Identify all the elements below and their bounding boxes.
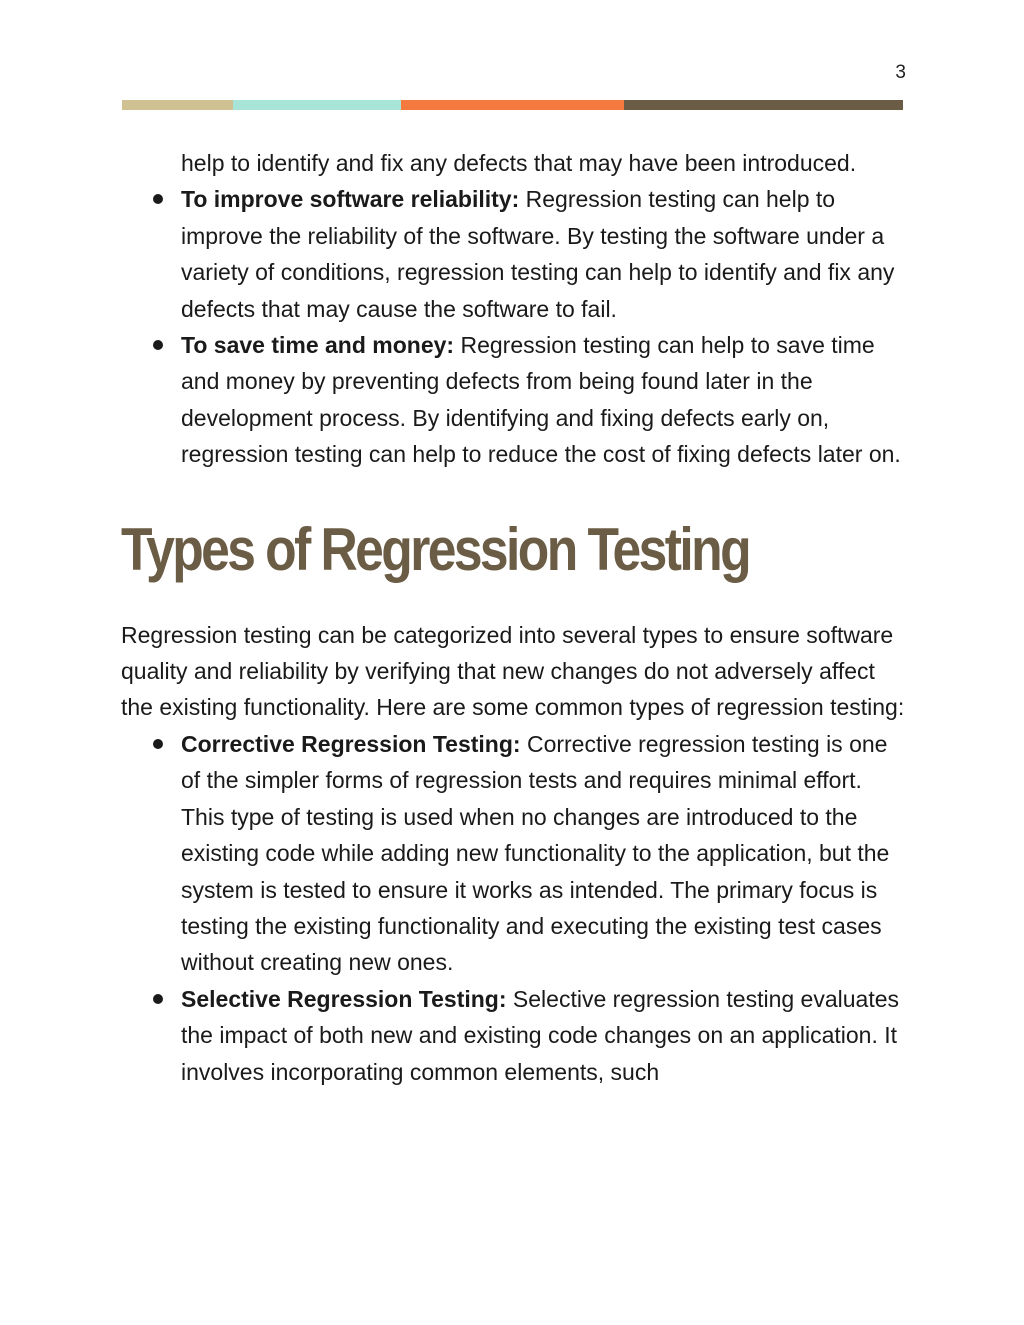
list-item-title: Corrective Regression Testing: [181, 730, 521, 757]
color-bar-segment-tan [122, 100, 233, 110]
list-item-text: Regression testing can help to improve the reliability of the software. By testing the software under a variety of conditions, regression testing can help to identify and fix any defects that may cause the software to fail. [181, 186, 895, 322]
benefits-list [121, 181, 911, 472]
page-number: 3 [895, 62, 906, 83]
list-item [121, 181, 911, 327]
list-item-text: Regression testing can help to save time and money by preventing defects from being found later in the development process. By identifying and fixing defects early on, regression testing can help to reduce the cost of fixing defects later on. [181, 332, 901, 468]
list-item-title: To save time and money: [181, 332, 455, 359]
list-item [121, 726, 911, 981]
intro-paragraph: Regression testing can be categorized into several types to ensure software quality and reliability by verifying that new changes do not adversely affect the existing functionality. Here are some common types of regression testing: [121, 621, 905, 721]
continuation-paragraph: help to identify and fix any defects that may have been introduced. [181, 150, 857, 176]
bullet-icon [153, 994, 163, 1004]
list-item-text: Corrective regression testing is one of the simpler forms of regression tests and requires minimal effort. This type of testing is used when no changes are introduced to the existing code while adding new functionality to the application, but the system is tested to ensure it works as intended. The primary focus is testing the existing functionality and executing the existing test cases without creating new ones. [181, 730, 890, 976]
types-list [121, 726, 911, 1090]
list-item-title: Selective Regression Testing: [181, 985, 507, 1012]
bullet-icon [153, 739, 163, 749]
list-item-title: To improve software reliability: [181, 186, 520, 213]
bullet-icon [153, 194, 163, 204]
header-color-bar [122, 100, 903, 110]
color-bar-segment-orange [401, 100, 624, 110]
section-heading: Types of Regression Testing [121, 515, 750, 583]
list-item [121, 327, 911, 473]
bullet-icon [153, 340, 163, 350]
document-body [121, 145, 911, 1090]
color-bar-segment-brown [624, 100, 903, 110]
color-bar-segment-mint [233, 100, 401, 110]
list-item [121, 981, 911, 1090]
list-item-text: Selective regression testing evaluates the impact of both new and existing code changes on an application. It involves incorporating common elements, such [181, 985, 900, 1085]
